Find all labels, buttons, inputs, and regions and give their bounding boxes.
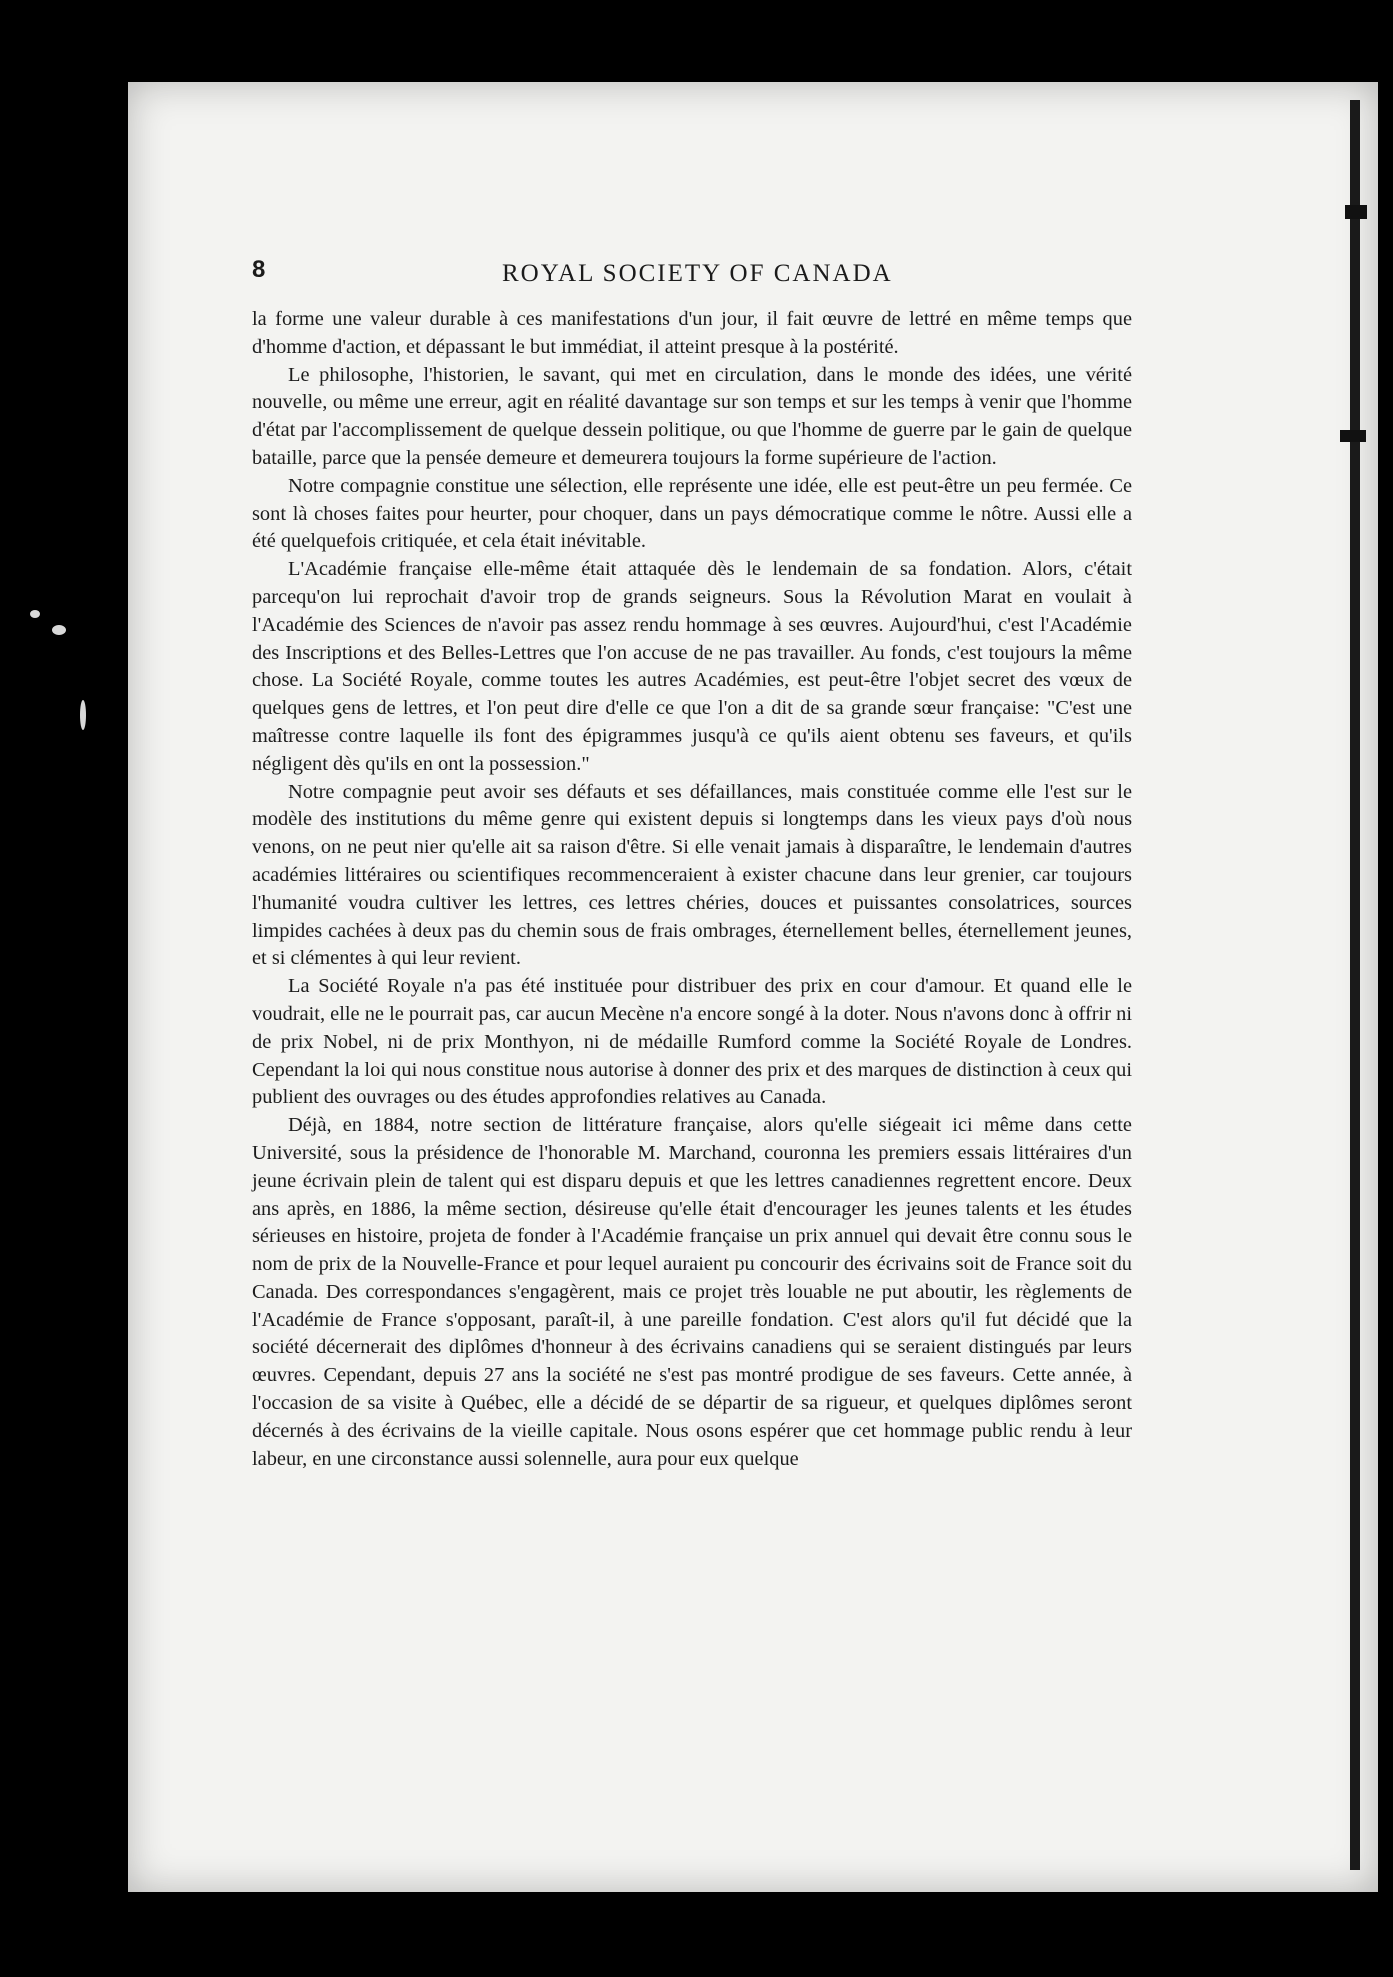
paragraph: Notre compagnie constitue une sélection, elle représente une idée, elle est peut-être un peu fermée. Ce sont là choses faites pour heurter, pour choquer, dans un pays démocratique comme le nôtre. Aussi elle a été quelquefois critiquée, et cela était inévitable. <box>252 474 1132 553</box>
running-head: ROYAL SOCIETY OF CANADA <box>502 260 893 287</box>
page-header <box>252 256 1132 296</box>
page-number: 8 <box>252 256 266 283</box>
binding-clip-mark <box>1340 430 1366 442</box>
paragraph: Déjà, en 1884, notre section de littérature française, alors qu'elle siégeait ici même dans cette Université, sous la présidence de l'honorable M. Marchand, couronna les premiers essais littéraires d'un jeune écrivain plein de talent qui est disparu depuis et que les lettres canadiennes regrettent encore. Deux ans après, en 1886, la même section, désireuse qu'elle était d'encourager les jeunes talents et les études sérieuses en histoire, projeta de fonder à l'Académie française un prix annuel qui devait être connu sous le nom de prix de la Nouvelle-France et pour lequel auraient pu concourir des écrivains soit de France soit du Canada. Des correspondances s'engagèrent, mais ce projet très louable ne put aboutir, les règlements de l'Académie de France s'opposant, paraît-il, à une pareille fondation. C'est alors qu'il fut décidé que la société décernerait des diplômes d'honneur à des écrivains canadiens qui se seraient distingués par leurs œuvres. Cependant, depuis 27 ans la société ne s'est pas montré prodigue de ses faveurs. Cette année, à l'occasion de sa visite à Québec, elle a décidé de se départir de sa rigueur, et quelques diplômes seront décernés à des écrivains de la vieille capitale. Nous osons espérer que cet hommage public rendu à leur labeur, en une circonstance aussi solennelle, aura pour eux quelque <box>252 1114 1132 1470</box>
binding-clip-mark <box>1345 205 1367 219</box>
paragraph: Notre compagnie peut avoir ses défauts et ses défaillances, mais constituée comme elle l'est sur le modèle des institutions du même genre qui existent depuis si longtemps dans les vieux pays d'où nous venons, on ne peut nier qu'elle ait sa raison d'être. Si elle venait jamais à disparaître, le lendemain d'autres académies littéraires ou scientifiques recommenceraient à exister chacune dans leur grenier, car toujours l'humanité voudra cultiver les lettres, ces lettres chéries, douces et puissantes consolatrices, sources limpides cachées à deux pas du chemin sous de frais ombrages, éternellement belles, éternellement jeunes, et si clémentes à qui leur revient. <box>252 780 1132 970</box>
page-binding-edge <box>1350 100 1360 1870</box>
paragraph: La Société Royale n'a pas été instituée pour distribuer des prix en cour d'amour. Et quand elle le voudrait, elle ne le pourrait pas, car aucun Mecène n'a encore songé à la doter. Nous n'avons donc à offrir ni de prix Nobel, ni de prix Monthyon, ni de médaille Rumford comme la Société Royale de Londres. Cependant la loi qui nous constitue nous autorise à donner des prix et des marques de distinction à ceux qui publient des ouvrages ou des études approfondies relatives au Canada. <box>252 975 1132 1109</box>
paragraph: Le philosophe, l'historien, le savant, qui met en circulation, dans le monde des idées, une vérité nouvelle, ou même une erreur, agit en réalité davantage sur son temps et sur les temps à venir que l'homme d'état par l'accomplissement de quelque dessein politique, ou que l'homme de guerre par le gain de quelque bataille, parce que la pensée demeure et demeurera toujours la forme supérieure de l'action. <box>252 363 1132 469</box>
scan-speck <box>30 610 40 618</box>
scan-speck <box>52 625 66 635</box>
scan-speck <box>80 700 86 730</box>
body-text <box>252 306 1132 1473</box>
paragraph: L'Académie française elle-même était attaquée dès le lendemain de sa fondation. Alors, c'était parcequ'on lui reprochait d'avoir trop de grands seigneurs. Sous la Révolution Marat en voulait à l'Académie des Sciences de n'avoir pas assez rendu hommage à ses œuvres. Aujourd'hui, c'est l'Académie des Inscriptions et des Belles-Lettres que l'on accuse de ne pas travailler. Au fonds, c'est toujours la même chose. La Société Royale, comme toutes les autres Académies, est peut-être l'objet secret des vœux de quelques gens de lettres, et l'on peut dire d'elle ce que l'on a dit de sa grande sœur française: "C'est une maîtresse contre laquelle ils font des épigrammes jusqu'à ce qu'ils aient obtenu ses faveurs, et qu'ils négligent dès qu'ils en ont la possession." <box>252 558 1132 775</box>
paragraph: la forme une valeur durable à ces manifestations d'un jour, il fait œuvre de lettré en même temps que d'homme d'action, et dépassant le but immédiat, il atteint presque à la postérité. <box>252 308 1132 358</box>
